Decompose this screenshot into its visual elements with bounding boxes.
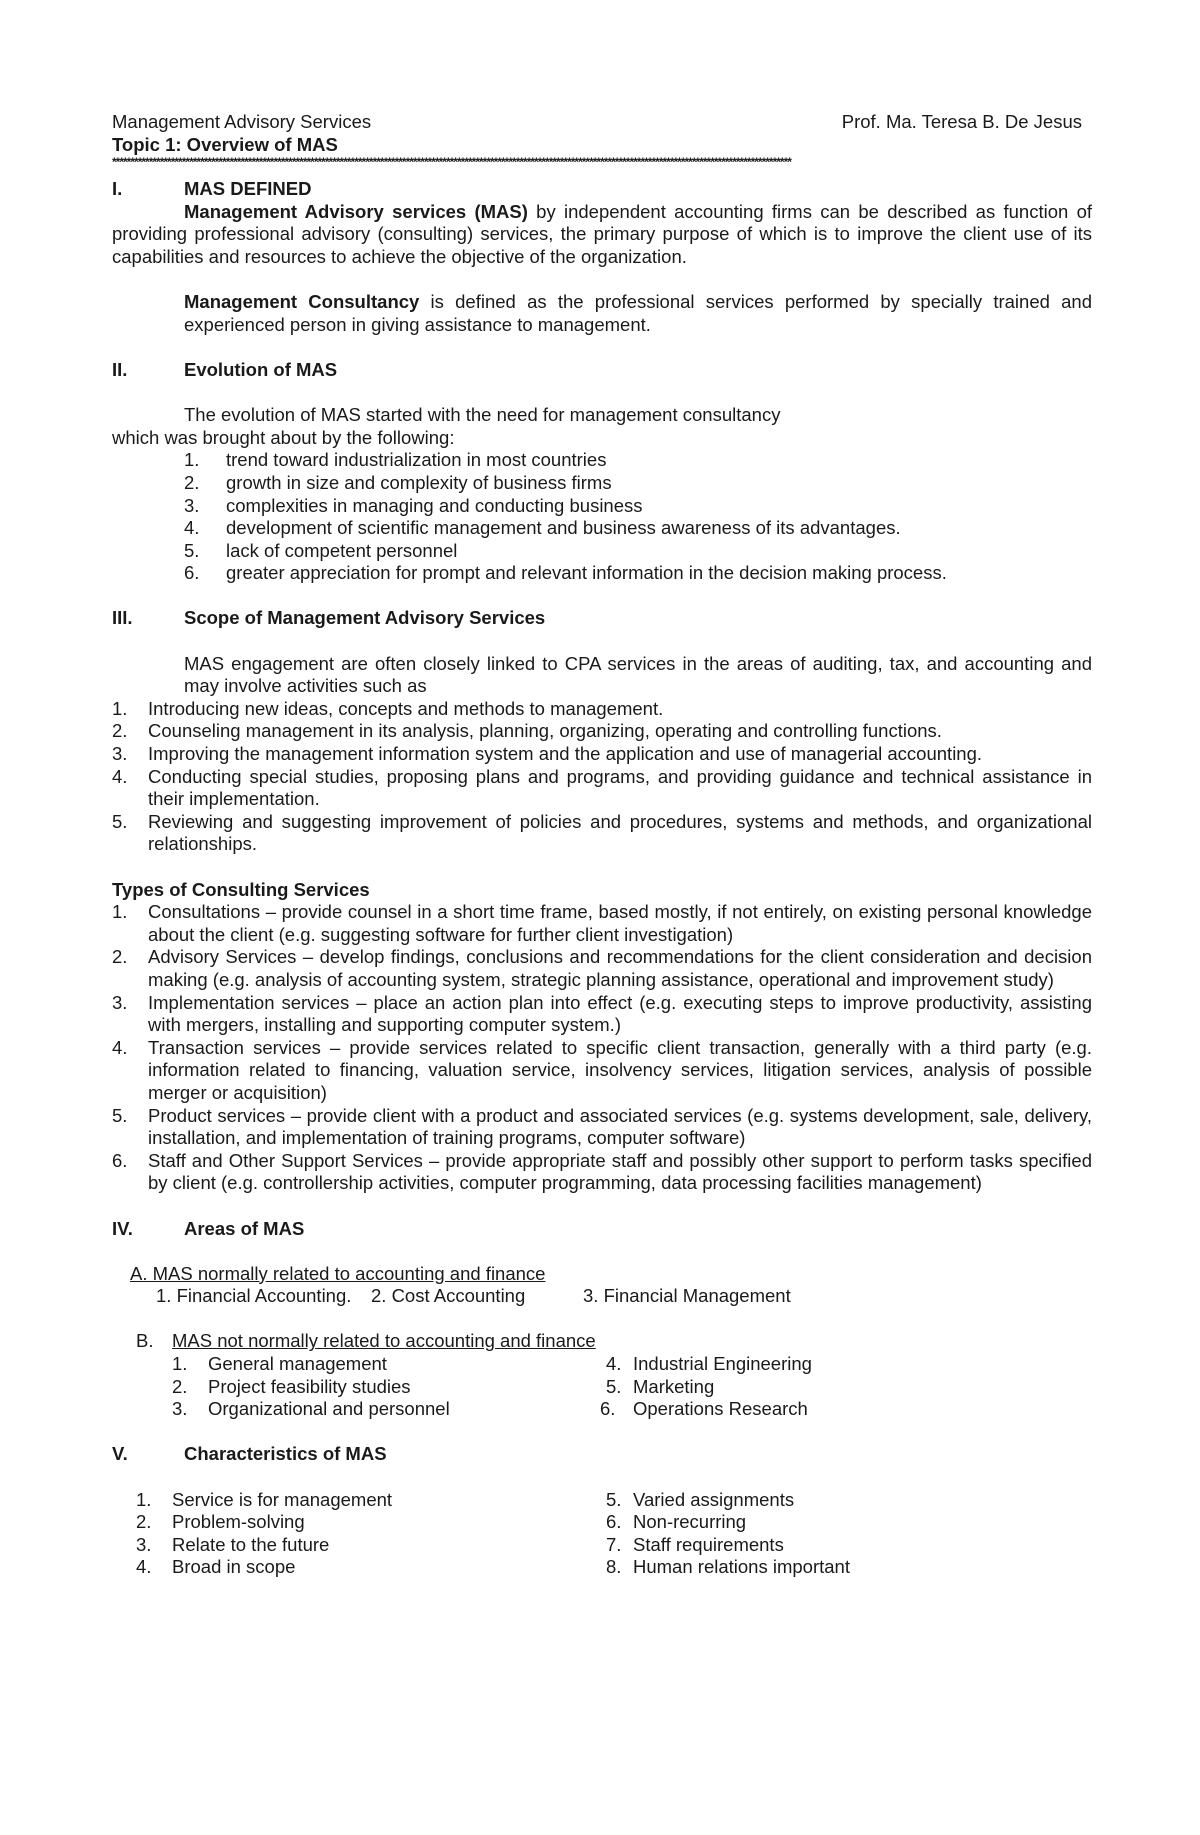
list-item: 5. Reviewing and suggesting improvement of policies and procedures, systems and methods, and organizational relationships. — [112, 810, 1092, 855]
evolution-list — [112, 449, 1092, 585]
mas-term: Management Advisory services (MAS) — [184, 200, 528, 222]
section-number: I. — [112, 178, 123, 200]
area-b-left-column — [172, 1353, 606, 1421]
section-title: Evolution of MAS — [184, 358, 338, 380]
area-a-item: 2. Cost Accounting — [371, 1285, 526, 1307]
list-item: 5. lack of competent personnel — [184, 539, 458, 561]
list-item: 3. Implementation services – place an action plan into effect (e.g. executing steps to improve productivity, assisting with mergers, installing and supporting computer system.) — [112, 991, 1092, 1036]
course-title: Management Advisory Services — [112, 111, 372, 132]
types-list — [112, 901, 1092, 1195]
list-item: 4. Industrial Engineering — [606, 1353, 812, 1375]
area-b-title-row — [112, 1330, 1092, 1353]
section-4-heading — [112, 1218, 1092, 1241]
section-number: III. — [112, 607, 133, 629]
consultancy-definition-text: is defined as the professional services performed by specially trained and experienced person in giving assistance to management. — [184, 291, 1092, 335]
list-item: 7. Staff requirements — [606, 1533, 784, 1555]
list-item: 2. Counseling management in its analysis, planning, organizing, operating and controlling functions. — [112, 720, 942, 742]
characteristics-list — [112, 1489, 1092, 1579]
evolution-intro-line1: The evolution of MAS started with the need for management consultancy — [184, 404, 781, 426]
section-1-heading — [112, 178, 1092, 201]
list-item: 1. Consultations – provide counsel in a short time frame, based mostly, if not entirely, on existing personal knowledge about the client (e.g. suggesting software for further client investigation) — [112, 901, 1092, 945]
professor-name: Prof. Ma. Teresa B. De Jesus — [841, 111, 1082, 132]
section-title: Characteristics of MAS — [184, 1443, 387, 1465]
area-b-right-column — [600, 1353, 812, 1421]
list-item: 5. Product services – provide client with a product and associated services (e.g. systems development, sale, delivery, installation, and implementation of training programs, computer software) — [112, 1104, 1092, 1149]
list-item: 5. Marketing — [606, 1375, 715, 1397]
list-item: 3. Relate to the future — [136, 1533, 330, 1555]
section-number: IV. — [112, 1217, 133, 1239]
list-item: 6. Operations Research — [600, 1398, 808, 1420]
list-item: 2. Problem-solving — [136, 1511, 305, 1533]
area-a-title: A. MAS normally related to accounting and finance — [130, 1262, 546, 1284]
list-item: 3. Improving the management information system and the application and use of managerial accounting. — [112, 743, 983, 765]
list-item: 2. Advisory Services – develop findings, conclusions and recommendations for the client consideration and decision making (e.g. analysis of accounting system, strategic planning assistance, operational and improvement study) — [112, 946, 1092, 990]
consultancy-definition — [112, 291, 1092, 336]
list-item: 6. Non-recurring — [606, 1511, 747, 1533]
mas-definition-text: by independent accounting firms can be described as function of providing professional advisory (consulting) services, the primary purpose of which is to improve the client use of its capabilities and resources to achieve the objective of the organization. — [112, 200, 1093, 267]
document-page — [112, 111, 1092, 1579]
list-item: 3. complexities in managing and conducting business — [184, 494, 643, 516]
page-header — [112, 111, 1092, 134]
area-b-title: MAS not normally related to accounting and finance — [172, 1330, 596, 1352]
types-title: Types of Consulting Services — [112, 878, 370, 900]
list-item: 8. Human relations important — [606, 1556, 850, 1578]
list-item: 1. General management — [172, 1353, 387, 1375]
topic-title: Topic 1: Overview of MAS — [112, 133, 338, 155]
area-b-letter: B. — [136, 1330, 154, 1352]
list-item: 1. Introducing new ideas, concepts and methods to management. — [112, 697, 664, 719]
section-2-heading — [112, 359, 1092, 382]
scope-list — [112, 698, 1092, 856]
list-item: 2. growth in size and complexity of business firms — [184, 471, 612, 493]
list-item: 4. Transaction services – provide services related to specific client transaction, generally with a third party (e.g. information related to financing, valuation service, insolvency services, litigation services, analysis of possible merger or acquisition) — [112, 1036, 1092, 1103]
section-number: V. — [112, 1443, 128, 1465]
section-title: Areas of MAS — [184, 1217, 305, 1239]
consultancy-term: Management Consultancy — [184, 291, 420, 313]
evolution-intro-line2: which was brought about by the following: — [112, 426, 455, 448]
list-item: 4. Broad in scope — [136, 1556, 296, 1578]
section-5-heading — [112, 1443, 1092, 1466]
section-title: Scope of Management Advisory Services — [184, 607, 546, 629]
list-item: 4. Conducting special studies, proposing plans and programs, and providing guidance and technical assistance in their implementation. — [112, 765, 1092, 810]
list-item: 1. trend toward industrialization in most countries — [184, 449, 607, 471]
scope-intro: MAS engagement are often closely linked to CPA services in the areas of auditing, tax, and accounting and may involve activities such as — [184, 652, 1092, 697]
characteristics-right-column — [606, 1489, 850, 1579]
list-item: 5. Varied assignments — [606, 1488, 795, 1510]
section-title: MAS DEFINED — [184, 178, 312, 200]
area-a-items — [112, 1285, 1092, 1308]
mas-definition — [112, 201, 1092, 269]
characteristics-left-column — [136, 1489, 606, 1579]
area-a-item: 1. Financial Accounting. — [156, 1285, 352, 1307]
section-3-heading — [112, 607, 1092, 630]
star-separator: ***************************************************************************************************************************************************************************************** — [112, 156, 791, 170]
area-a-item: 3. Financial Management — [583, 1285, 791, 1307]
list-item: 6. greater appreciation for prompt and relevant information in the decision making process. — [184, 562, 947, 584]
list-item: 2. Project feasibility studies — [172, 1375, 411, 1397]
list-item: 4. development of scientific management and business awareness of its advantages. — [184, 517, 901, 539]
list-item: 3. Organizational and personnel — [172, 1398, 450, 1420]
list-item: 1. Service is for management — [136, 1488, 393, 1510]
list-item: 6. Staff and Other Support Services – provide appropriate staff and possibly other support to perform tasks specified by client (e.g. controllership activities, computer programming, data processing facilities management) — [112, 1149, 1092, 1194]
area-b-items — [112, 1353, 1092, 1421]
section-number: II. — [112, 358, 128, 380]
